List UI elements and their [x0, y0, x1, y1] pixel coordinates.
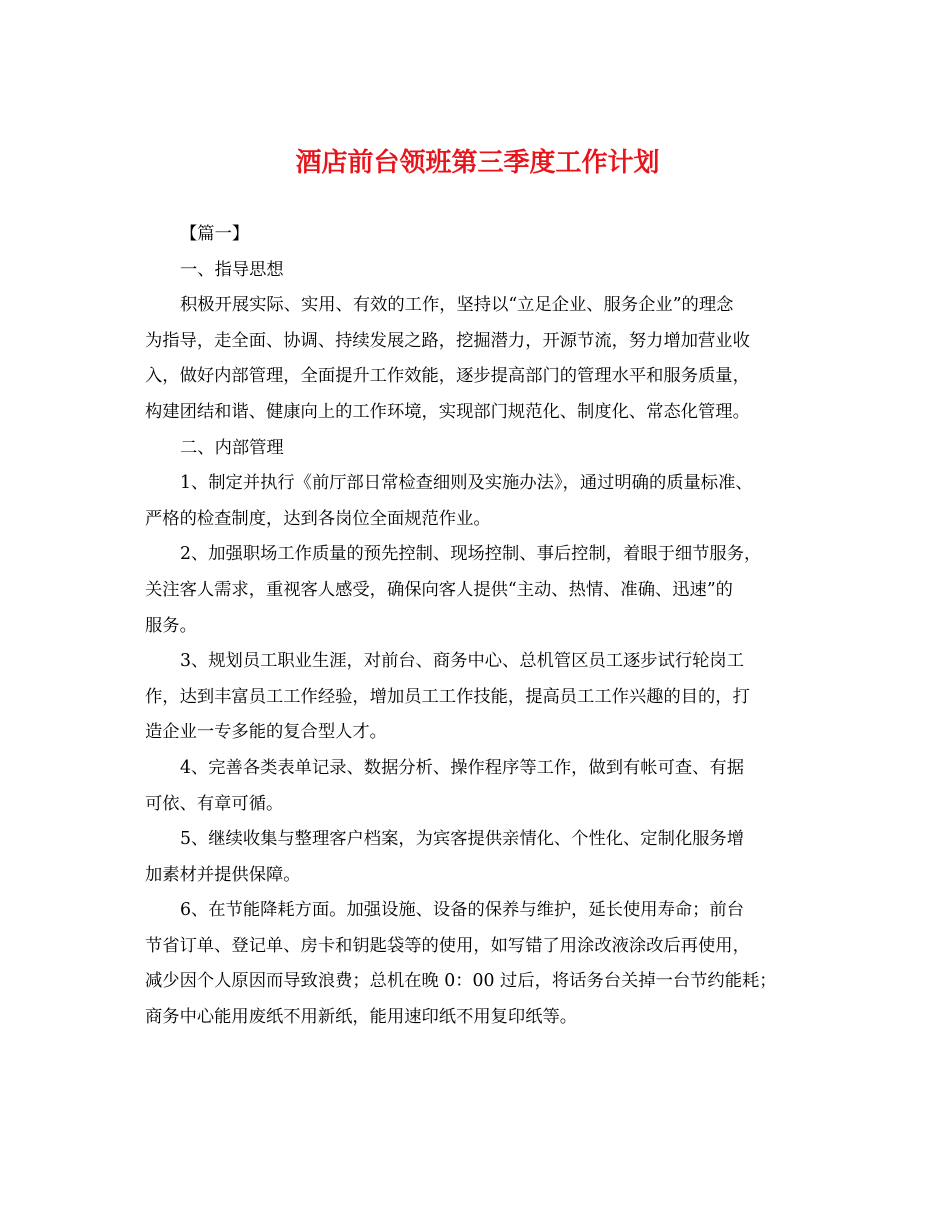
paragraph-line: 1、制定并执行《前厅部日常检查细则及实施办法》，通过明确的质量标准、	[180, 473, 753, 494]
paragraph-line: 减少因个人原因而导致浪费；总机在晚 0：00 过后，将话务台关掉一台节约能耗；	[145, 971, 777, 992]
paragraph-line: 2、加强职场工作质量的预先控制、现场控制、事后控制，着眼于细节服务，	[180, 544, 762, 565]
paragraph-line: 关注客人需求，重视客人感受，确保向客人提供“主动、热情、准确、迅速”的	[145, 579, 733, 600]
paragraph-line: 节省订单、登记单、房卡和钥匙袋等的使用，如写错了用涂改液涂改后再使用，	[145, 935, 750, 956]
paragraph-line: 【篇一】	[180, 224, 250, 244]
document-body	[145, 217, 810, 1036]
paragraph-line: 服务。	[145, 615, 197, 636]
paragraph-line: 为指导，走全面、协调、持续发展之路，挖掘潜力，开源节流，努力增加营业收	[145, 330, 750, 351]
paragraph-line: 积极开展实际、实用、有效的工作，坚持以“立足企业、服务企业”的理念	[180, 295, 734, 316]
paragraph-line: 一、指导思想	[180, 259, 284, 280]
paragraph-line: 可依、有章可循。	[145, 793, 284, 814]
paragraph-line: 3、规划员工职业生涯，对前台、商务中心、总机管区员工逐步试行轮岗工	[180, 651, 744, 672]
paragraph-line: 加素材并提供保障。	[145, 864, 301, 885]
paragraph-line: 6、在节能降耗方面。加强设施、设备的保养与维护，延长使用寿命；前台	[180, 900, 744, 921]
document-title: 酒店前台领班第三季度工作计划	[295, 148, 660, 178]
paragraph-line: 入，做好内部管理，全面提升工作效能，逐步提高部门的管理水平和服务质量，	[145, 366, 750, 387]
paragraph-line: 商务中心能用废纸不用新纸，能用速印纸不用复印纸等。	[145, 1007, 578, 1028]
paragraph-line: 二、内部管理	[180, 437, 284, 458]
paragraph-line: 5、继续收集与整理客户档案，为宾客提供亲情化、个性化、定制化服务增	[180, 829, 744, 850]
paragraph-line: 构建团结和谐、健康向上的工作环境，实现部门规范化、制度化、常态化管理。	[145, 401, 750, 422]
paragraph-line: 造企业一专多能的复合型人才。	[145, 722, 387, 743]
paragraph-line: 作，达到丰富员工工作经验，增加员工工作技能，提高员工工作兴趣的目的，打	[145, 686, 750, 707]
paragraph-line: 4、完善各类表单记录、数据分析、操作程序等工作，做到有帐可查、有据	[180, 757, 744, 778]
paragraph-line: 严格的检查制度，达到各岗位全面规范作业。	[145, 508, 491, 529]
